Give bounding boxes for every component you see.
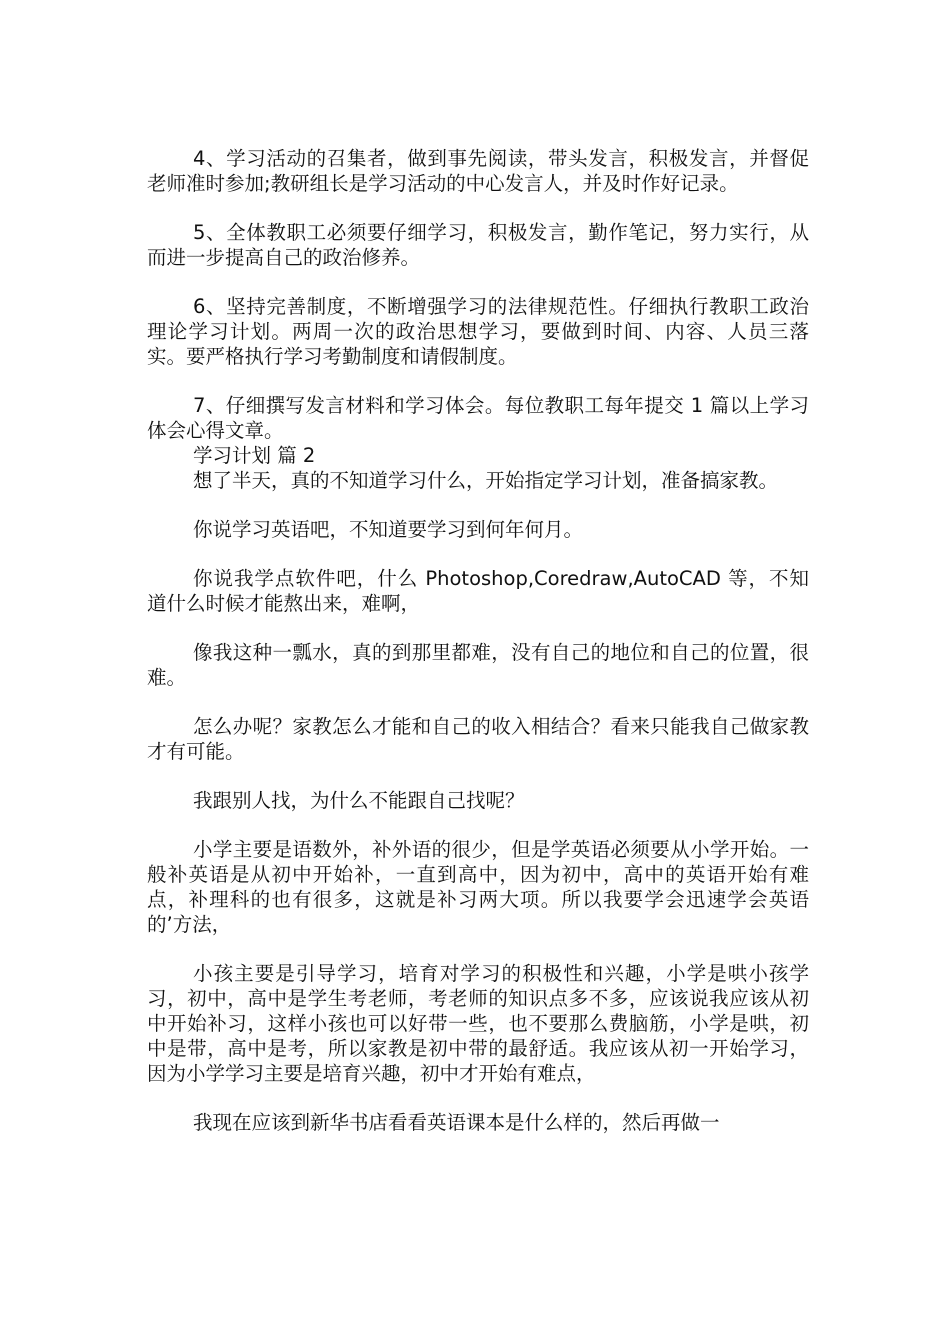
paragraph-item-4: 4、学习活动的召集者，做到事先阅读，带头发言，积极发言，并督促老师准时参加;教研组长是学习活动的中心发言人，并及时作好记录。 <box>147 147 809 195</box>
paragraph: 我现在应该到新华书店看看英语课本是什么样的，然后再做一 <box>193 1111 720 1134</box>
paragraph: 小学主要是语数外，补外语的很少，但是学英语必须要从小学开始。一般补英语是从初中开始补，一直到高中，因为初中，高中的英语开始有难点，补理科的也有很多，这就是补习两大项。所以我要学会迅速学会英语的’方法， <box>147 838 809 936</box>
paragraph: 我跟别人找，为什么不能跟自己找呢？ <box>193 789 525 812</box>
paragraph-item-6: 6、坚持完善制度，不断增强学习的法律规范性。仔细执行教职工政治理论学习计划。两周一次的政治思想学习，要做到时间、内容、人员三落实。要严格执行学习考勤制度和请假制度。 <box>147 295 809 368</box>
paragraph: 想了半天，真的不知道学习什么，开始指定学习计划，准备搞家教。 <box>193 469 779 492</box>
paragraph: 你说我学点软件吧，什么 Photoshop,Coredraw,AutoCAD 等，不知道什么时候才能熬出来，难啊， <box>147 567 809 615</box>
paragraph: 你说学习英语吧，不知道要学习到何年何月。 <box>193 518 584 541</box>
document-body <box>147 146 809 1159</box>
paragraph: 怎么办呢？家教怎么才能和自己的收入相结合？看来只能我自己做家教才有可能。 <box>147 715 809 763</box>
paragraph: 像我这种一瓢水，真的到那里都难，没有自己的地位和自己的位置，很难。 <box>147 641 809 689</box>
section-heading: 学习计划 篇 2 <box>193 444 316 467</box>
paragraph-item-7: 7、仔细撰写发言材料和学习体会。每位教职工每年提交 1 篇以上学习体会心得文章。 <box>147 394 809 442</box>
paragraph-item-5: 5、全体教职工必须要仔细学习，积极发言，勤作笔记，努力实行，从而进一步提高自己的政治修养。 <box>147 221 809 269</box>
paragraph: 小孩主要是引导学习，培育对学习的积极性和兴趣，小学是哄小孩学习，初中，高中是学生考老师，考老师的知识点多不多，应该说我应该从初中开始补习，这样小孩也可以好带一些，也不要那么费脑筋，小学是哄，初中是带，高中是考，所以家教是初中带的最舒适。我应该从初一开始学习，因为小学学习主要是培育兴趣，初中才开始有难点， <box>147 962 809 1085</box>
